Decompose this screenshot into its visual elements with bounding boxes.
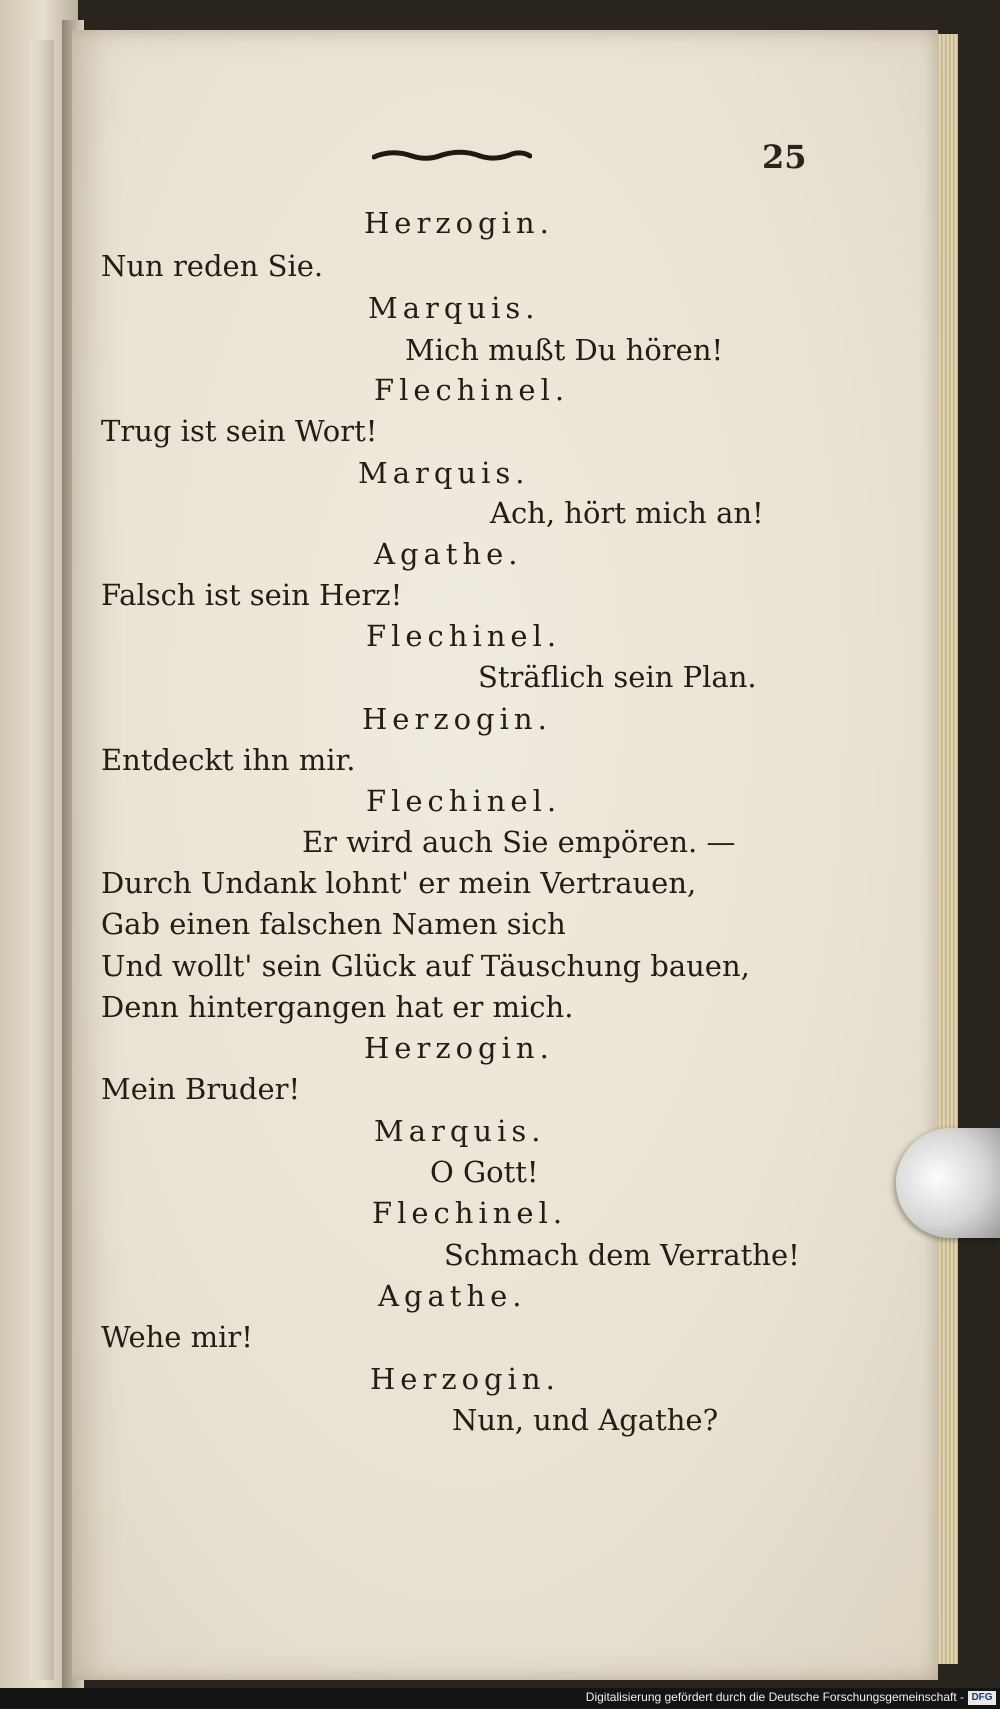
speaker-heading: Herzogin. [364,206,554,240]
speaker-heading: Herzogin. [370,1362,560,1396]
speaker-heading: Marquis. [374,1114,546,1148]
speech-line: Mein Bruder! [101,1072,301,1106]
speech-line: Trug ist sein Wort! [101,414,378,448]
speech-line: Durch Undank lohnt' er mein Vertrauen, [101,866,697,900]
speech-line: Er wird auch Sie empören. — [302,825,736,859]
speaker-heading: Herzogin. [364,1031,554,1065]
speech-line: Und wollt' sein Glück auf Täuschung bauen, [101,949,750,983]
page-number: 25 [762,138,807,176]
digitization-credit: Digitalisierung gefördert durch die Deutsche Forschungsgemeinschaft - [585,1690,964,1704]
speaker-heading: Flechinel. [366,784,562,818]
speaker-heading: Herzogin. [362,702,552,736]
speech-line: Mich mußt Du hören! [405,333,724,367]
speech-line: Falsch ist sein Herz! [101,578,403,612]
header-ornament [372,148,532,164]
speech-line: O Gott! [430,1155,539,1189]
left-page-shadow [30,40,54,1680]
speaker-heading: Flechinel. [366,619,562,653]
speaker-heading: Agathe. [378,1279,527,1313]
speaker-heading: Flechinel. [372,1196,568,1230]
speech-line: Nun reden Sie. [101,249,324,283]
speech-line: Ach, hört mich an! [490,496,764,530]
speaker-heading: Agathe. [374,537,523,571]
speech-line: Nun, und Agathe? [452,1403,719,1437]
speech-line: Denn hintergangen hat er mich. [101,990,574,1024]
speaker-heading: Marquis. [358,456,530,490]
speaker-heading: Marquis. [368,291,540,325]
speech-line: Schmach dem Verrathe! [444,1238,800,1272]
speech-line: Sträflich sein Plan. [478,660,757,694]
speaker-heading: Flechinel. [374,373,570,407]
speech-line: Wehe mir! [101,1320,253,1354]
book-clip-tab [896,1128,1000,1238]
page-edges [938,34,958,1664]
speech-line: Gab einen falschen Namen sich [101,907,566,941]
dfg-logo: DFG [968,1691,996,1705]
speech-line: Entdeckt ihn mir. [101,743,356,777]
